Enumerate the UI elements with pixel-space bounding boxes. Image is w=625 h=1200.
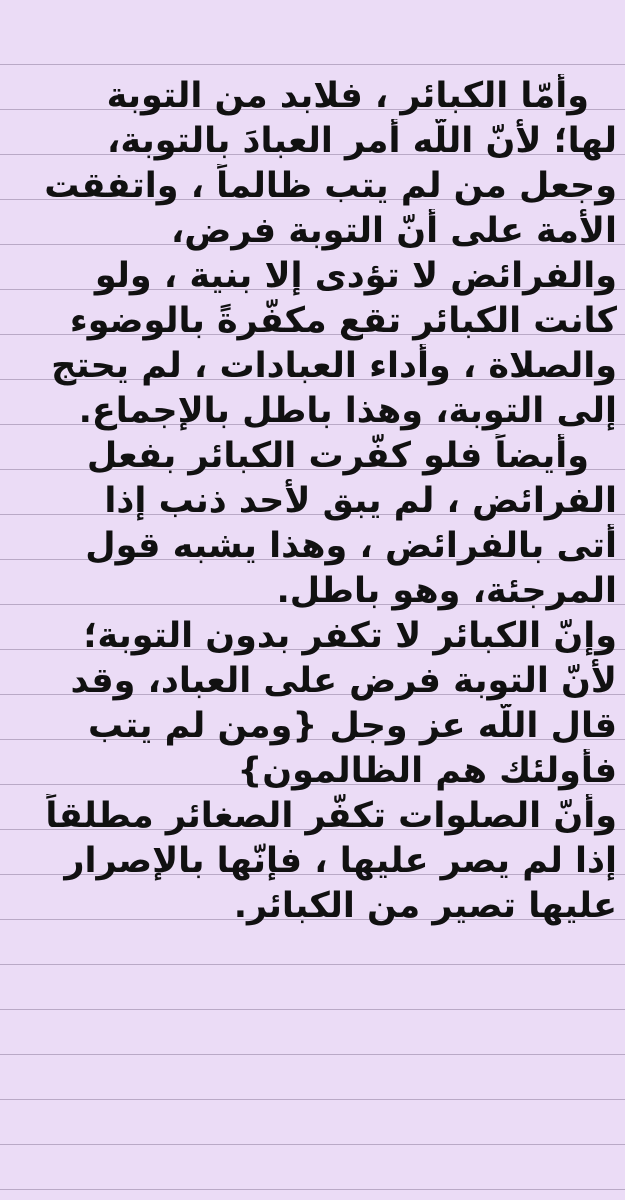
text-line-13: وإنّ الكبائر لا تكفر بدون التوبة؛ [83, 616, 617, 656]
text-line-2: لها؛ لأنّ اللّه أمر العبادَ بالتوبة، [107, 121, 617, 161]
text-line-8: إلى التوبة، وهذا باطل بالإجماع. [78, 391, 617, 431]
text-line-4: الأمة على أنّ التوبة فرض، [171, 211, 617, 251]
text-line-11: أتى بالفرائض ، وهذا يشبه قول [85, 526, 617, 566]
text-line-6: كانت الكبائر تقع مكفّرةً بالوضوء [69, 301, 617, 341]
text-line-19: عليها تصير من الكبائر. [233, 886, 617, 926]
text-line-14: لأنّ التوبة فرض على العباد، وقد [70, 661, 617, 701]
text-line-9: وأيضاً فلو كفّرت الكبائر بفعل [86, 436, 589, 476]
text-line-16: فأولئك هم الظالمون} [237, 751, 617, 791]
text-line-15: قال اللّه عز وجل {ومن لم يتب [88, 706, 617, 746]
text-line-12: المرجئة، وهو باطل. [276, 571, 617, 611]
arabic-text-body [8, 74, 617, 929]
text-line-17: وأنّ الصلوات تكفّر الصغائر مطلقاً [45, 796, 617, 836]
text-line-7: والصلاة ، وأداء العبادات ، لم يحتج [51, 346, 617, 386]
text-line-5: والفرائض لا تؤدى إلا بنية ، ولو [94, 256, 617, 296]
text-line-3: وجعل من لم يتب ظالماً ، واتفقت [44, 166, 617, 206]
text-line-10: الفرائض ، لم يبق لأحد ذنب إذا [104, 481, 617, 521]
text-line-1: وأمّا الكبائر ، فلابد من التوبة [106, 76, 589, 116]
text-line-18: إذا لم يصر عليها ، فإنّها بالإصرار [64, 841, 617, 881]
